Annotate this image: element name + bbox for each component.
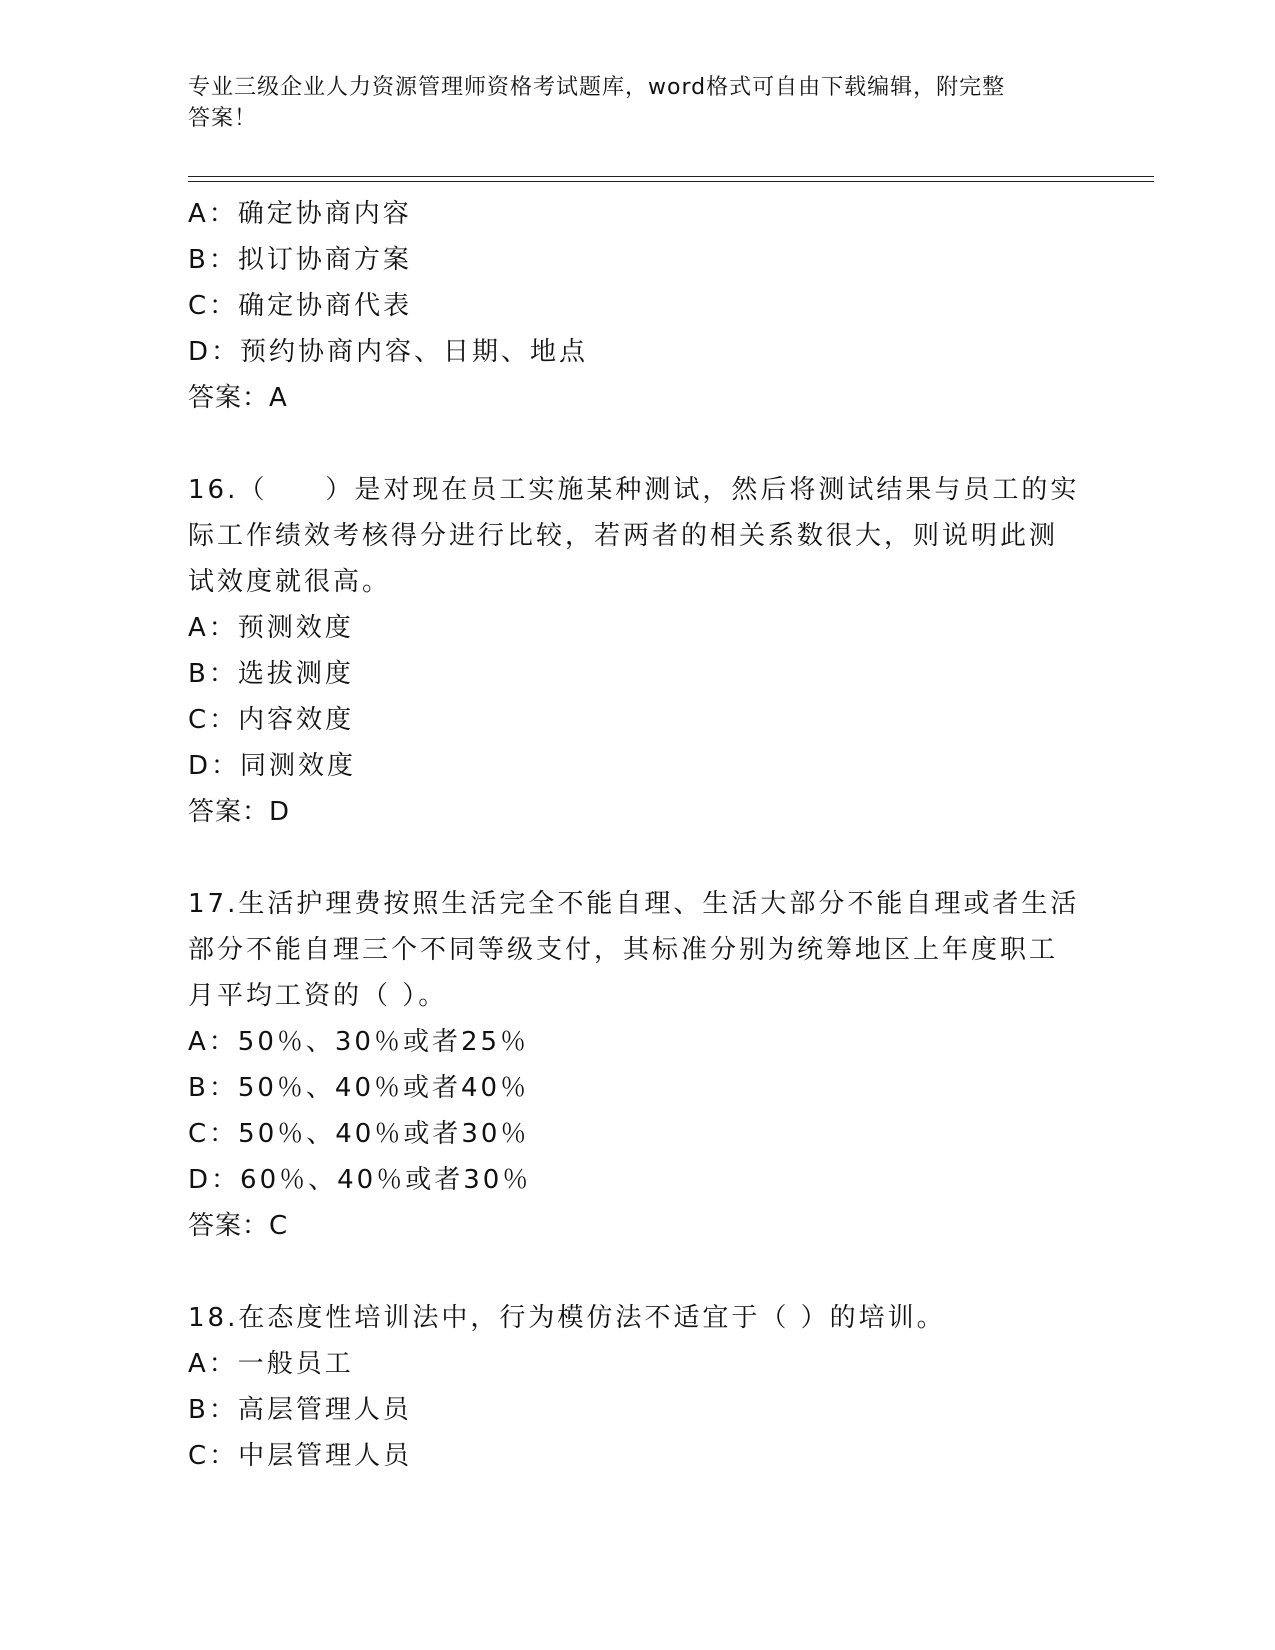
option-d: D：预约协商内容、日期、地点: [188, 337, 589, 367]
spacer: [188, 835, 1088, 881]
option-d: D：60％、40％或者30％: [188, 1165, 532, 1195]
question-stem-line: 际工作绩效考核得分进行比较，若两者的相关系数很大，则说明此测: [188, 521, 1059, 551]
header-divider-top: [188, 176, 1154, 177]
question-stem-line: 16.（ ）是对现在员工实施某种测试，然后将测试结果与员工的实: [188, 475, 1080, 505]
question-15: [188, 191, 1088, 421]
question-stem-line: 试效度就很高。: [188, 567, 392, 597]
option-b: B：拟订协商方案: [188, 245, 412, 275]
spacer: [188, 421, 1088, 467]
answer-line: 答案：A: [188, 383, 288, 413]
option-b: B：选拔测度: [188, 659, 354, 689]
header-divider-bottom: [188, 181, 1154, 182]
option-b: B：50％、40％或者40％: [188, 1073, 530, 1103]
header-line-2: 答案！: [188, 106, 258, 131]
option-c: C：确定协商代表: [188, 291, 413, 321]
answer-line: 答案：D: [188, 797, 291, 827]
spacer: [188, 1249, 1088, 1295]
header-line-1: 专业三级企业人力资源管理师资格考试题库，word格式可自由下载编辑，附完整: [188, 75, 1006, 100]
option-c: C：内容效度: [188, 705, 355, 735]
option-a: A：确定协商内容: [188, 199, 412, 229]
answer-line: 答案：C: [188, 1211, 289, 1241]
option-c: C：中层管理人员: [188, 1441, 413, 1471]
question-list: [188, 191, 1088, 1479]
question-stem-line: 月平均工资的（ ）。: [188, 981, 448, 1011]
option-a: A：一般员工: [188, 1349, 354, 1379]
question-stem-line: 17.生活护理费按照生活完全不能自理、生活大部分不能自理或者生活: [188, 889, 1080, 919]
question-stem-line: 部分不能自理三个不同等级支付，其标准分别为统筹地区上年度职工: [188, 935, 1059, 965]
option-b: B：高层管理人员: [188, 1395, 412, 1425]
question-18: [188, 1295, 1088, 1479]
document-header: [188, 72, 1088, 134]
question-stem-line: 18.在态度性培训法中，行为模仿法不适宜于（ ）的培训。: [188, 1303, 946, 1333]
option-a: A：预测效度: [188, 613, 354, 643]
option-d: D：同测效度: [188, 751, 357, 781]
option-c: C：50％、40％或者30％: [188, 1119, 530, 1149]
question-17: [188, 881, 1088, 1249]
question-16: [188, 467, 1088, 835]
option-a: A：50％、30％或者25％: [188, 1027, 530, 1057]
